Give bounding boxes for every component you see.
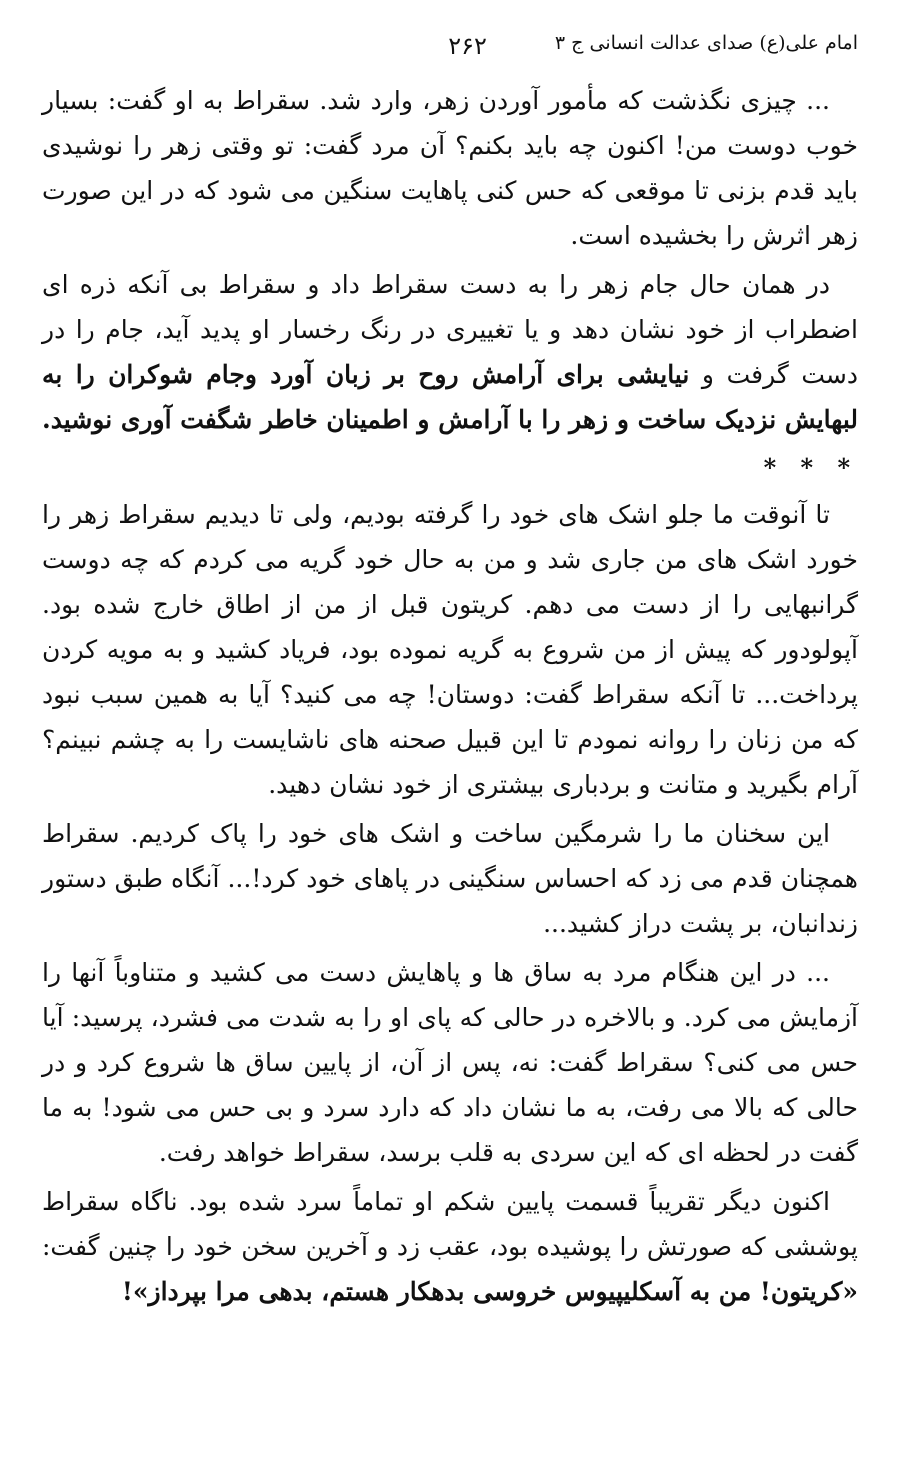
running-title: امام علی(ع) صدای عدالت انسانی ج ۳: [554, 32, 858, 54]
paragraph-6-bold-text: «کریتون! من به آسکلیپیوس خروسی بدهکار هستم، بدهی مرا بپرداز»!: [121, 1277, 858, 1306]
paragraph-3: [42, 492, 858, 807]
paragraph-5-text: ... در این هنگام مرد به ساق ها و پاهایش دست می کشید و متناوباً آنها را آزمایش می کرد. و بالاخره در حالی که پای او را به شدت می فشرد، پرسید: آیا حس می کنی؟ سقراط گفت: نه، پس از آن، از پایین ساق ها شروع کرد و در حالی که بالا می رفت، به ما نشان داد که دارد سرد و بی حس می شود! به ما گفت در لحظه ای که این سردی به قلب برسد، سقراط خواهد رفت.: [42, 958, 858, 1167]
paragraph-3-text: تا آنوقت ما جلو اشک های خود را گرفته بودیم، ولی تا دیدیم سقراط زهر را خورد اشک های من جاری شد و من به حال خود گریه می کردم که چه دوست گرانبهایی را از دست می دهم. کریتون قبل از من از اطاق خارج شده بود. آپولودور که پیش از من شروع به گریه نموده بود، فریاد کشید و به مویه کردن پرداخت... تا آنکه سقراط گفت: دوستان! چه می کنید؟ آیا به همین سبب نبود که من زنان را روانه نمودم تا این قبیل صحنه های ناشایست را به چشم نبینم؟ آرام بگیرید و متانت و بردباری بیشتری از خود نشان دهید.: [42, 500, 858, 799]
paragraph-2: [42, 262, 858, 442]
paragraph-6-text: اکنون دیگر تقریباً قسمت پایین شکم او تماماً سرد شده بود. ناگاه سقراط پوششی که صورتش را پوشیده بود، عقب زد و آخرین سخن خود را چنین گفت:: [42, 1187, 858, 1261]
paragraph-1: [42, 78, 858, 258]
paragraph-1-text: ... چیزی نگذشت که مأمور آوردن زهر، وارد شد. سقراط به او گفت: بسیار خوب دوست من! اکنون چه باید بکنم؟ آن مرد گفت: تو وقتی زهر را نوشیدی باید قدم بزنی تا موقعی که حس کنی پاهایت سنگین می شود که در این صورت زهر اثرش را بخشیده است.: [42, 86, 858, 250]
paragraph-6: [42, 1179, 858, 1314]
page-header: [42, 32, 858, 78]
page-number: ۲۶۲: [448, 32, 487, 60]
paragraph-4: [42, 811, 858, 946]
paragraph-5: [42, 950, 858, 1175]
body-text: [42, 78, 858, 1314]
paragraph-2-text: در همان حال جام زهر را به دست سقراط داد و سقراط بی آنکه ذره ای اضطراب از خود نشان دهد و یا تغییری در رنگ رخسار او پدید آید، جام را در دست گرفت و: [42, 270, 858, 389]
section-separator: * * *: [763, 453, 858, 482]
paragraph-4-text: این سخنان ما را شرمگین ساخت و اشک های خود را پاک کردیم. سقراط همچنان قدم می زد که احساس سنگینی در پاهای خود کرد!... آنگاه طبق دستور زندانبان، بر پشت دراز کشید...: [42, 819, 858, 938]
paragraph-2-bold-text: نیایشی برای آرامش روح بر زبان آورد وجام شوکران را به لبهایش نزدیک ساخت و زهر را با آرامش و اطمینان خاطر شگفت آوری نوشید.: [41, 360, 858, 434]
